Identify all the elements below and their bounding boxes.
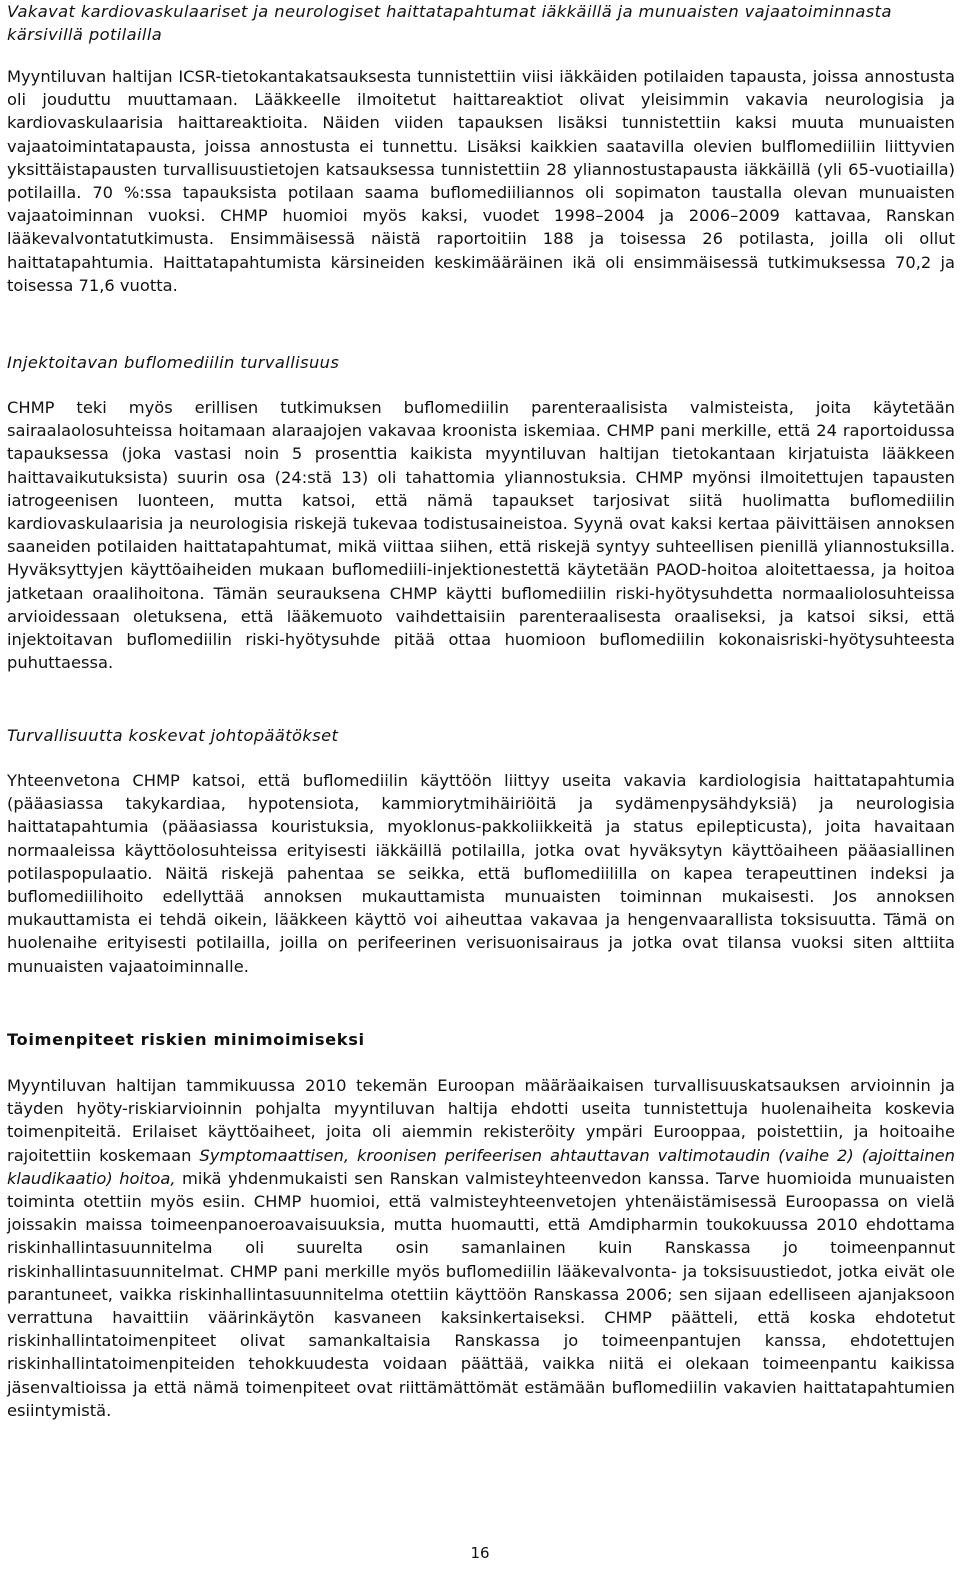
section-heading-injectable (7, 351, 955, 374)
section-heading-risk-minimisation (7, 1028, 955, 1051)
paragraph-text: CHMP teki myös erillisen tutkimuksen buflomediilin parenteraalisista valmisteista, joita käytetään sairaalaolosuhteissa hoitamaan alaraajojen vakavaa kroonista iskemiaa. CHMP pani merkille, että 24 raportoidussa tapauksessa (joka vastasi noin 5 prosenttia kaikista myyntiluvan haltijan tietokantaan kirjatuista lääkkeen haittavaikutuksista) suurin osa (24:stä 13) oli tahattomia yliannostuksia. CHMP myönsi ilmoitettujen tapausten iatrogeenisen luonteen, mutta katsoi, että nämä tapaukset tarjosivat siitä huolimatta buflomediilin kardiovaskulaarisia ja neurologisia riskejä tukevaa todistusaineistoa. Syynä ovat kaksi kertaa päivittäisen annoksen saaneiden potilaiden haittatapahtumat, mikä viittaa siihen, että riskejä syntyy suhteellisen pienillä yliannostuksilla. Hyväksyttyjen käyttöaiheiden mukaan buflomediili-injektionestettä käytetään PAOD-hoitoa aloitettaessa, ja hoitoa jatketaan oraalihoitona. Tämän seurauksena CHMP käytti buflomediilin riski-hyötysuhdetta normaaliolosuhteissa arvioidessaan oletuksena, että lääkemuoto vaihdettaisiin parenteraalisesta oraaliseksi, ja katsoi siksi, että injektoitavan buflomediilin riski-hyötysuhde pitää ottaa huomioon buflomediilin kokonaisriski-hyötysuhteesta puhuttaessa. (7, 398, 955, 673)
paragraph-text (7, 1074, 955, 1422)
section-heading-text: Injektoitavan buflomediilin turvallisuus (7, 353, 340, 372)
page-number: 16 (470, 1544, 490, 1562)
paragraph-injectable (7, 396, 955, 674)
section-heading-conclusions (7, 724, 955, 747)
paragraph-risk-minimisation (7, 1074, 955, 1422)
paragraph-text-part: Myyntiluvan haltijan tammikuussa 2010 tekemän Euroopan määräaikaisen turvallisuuskatsauksen arvioinnin ja täyden hyöty-riskiarvioinnin pohjalta myyntiluvan haltija ehdotti useita tunnistettuja huolenaiheita koskevia toimenpiteitä. Erilaiset käyttöaiheet, joita oli aiemmin rekisteröity ympäri Eurooppaa, poistettiin, ja hoitoaihe rajoitettiin koskemaan (7, 1076, 955, 1165)
paragraph-adverse-events (7, 65, 955, 297)
section-heading-text: Toimenpiteet riskien minimoimiseksi (7, 1030, 365, 1049)
section-heading-text: Vakavat kardiovaskulaariset ja neurologiset haittatapahtumat iäkkäillä ja munuaisten vajaatoiminnasta kärsivillä potilailla (7, 2, 892, 45)
paragraph-text-part: mikä yhdenmukaisti sen Ranskan valmisteyhteenvedon kanssa. Tarve huomioida munuaisten toiminta otettiin myös esiin. CHMP huomioi, että valmisteyhteenvetojen yhtenäistämisessä Euroopassa on vielä joissakin maissa toimeenpanoeroavaisuuksia, mutta huomautti, että Amdipharmin toukokuussa 2010 ehdottama riskinhallintasuunnitelma oli suurelta osin samanlainen kuin Ranskassa jo toimeenpannut riskinhallintasuunnitelmat. CHMP pani merkille myös buflomediilin lääkevalvonta- ja toksisuustiedot, jotka eivät ole parantuneet, vaikka riskinhallintasuunnitelma otettiin käyttöön Ranskassa 2006; sen sijaan edelliseen ajanjaksoon verrattuna havaittiin väärinkäytön kasvaneen kaksinkertaiseksi. CHMP päätteli, että koska ehdotetut riskinhallintatoimenpiteet olivat samankaltaisia Ranskassa jo toimeenpantujen kanssa, ehdotettujen riskinhallintatoimenpiteiden tehokkuudesta voidaan päättää, vaikka niitä ei olekaan toimeenpantu kaikissa jäsenvaltioissa ja että nämä toimenpiteet ovat riittämättömät estämään buflomediilin vakavien haittatapahtumien esiintymistä. (7, 1168, 955, 1420)
paragraph-text: Myyntiluvan haltijan ICSR-tietokantakatsauksesta tunnistettiin viisi iäkkäiden potilaiden tapausta, joissa annostusta oli jouduttu muuttamaan. Lääkkeelle ilmoitetut haittareaktiot olivat yleisimmin vakavia neurologisia ja kardiovaskulaarisia haittareaktioita. Näiden viiden tapauksen lisäksi tunnistettiin kaksi muuta munuaisten vajaatoimintatapausta, joissa annostusta ei tunnettu. Lisäksi kaikkien saatavilla olevien bulflomediiliin liittyvien yksittäistapausten turvallisuustietojen katsauksessa tunnistettiin 28 yliannostustapausta iäkkäillä (yli 65-vuotiailla) potilailla. 70 %:ssa tapauksista potilaan saama buflomediiliannos oli sopimaton taustalla olevan munuaisten vajaatoiminnan vuoksi. CHMP huomioi myös kaksi, vuodet 1998–2004 ja 2006–2009 kattavaa, Ranskan lääkevalvontatutkimusta. Ensimmäisessä näistä raportoitiin 188 ja toisessa 26 potilasta, joilla oli ollut haittatapahtumia. Haittatapahtumista kärsineiden keskimääräinen ikä oli ensimmäisessä tutkimuksessa 70,2 ja toisessa 71,6 vuotta. (7, 67, 955, 295)
paragraph-conclusions (7, 769, 955, 978)
paragraph-text: Yhteenvetona CHMP katsoi, että buflomediilin käyttöön liittyy useita vakavia kardiologisia haittatapahtumia (pääasiassa takykardiaa, hypotensiota, kammiorytmihäiriöitä ja sydämenpysähdyksiä) ja neurologisia haittatapahtumia (pääasiassa kouristuksia, myoklonus-pakkoliikkeitä ja status epilepticusta), joita havaitaan normaaleissa käyttöolosuhteissa erityisesti iäkkäillä potilailla, jotka ovat hyväksytyn käyttöaiheen pääasiallinen potilaspopulaatio. Näitä riskejä pahentaa se seikka, että buflomediililla on kapea terapeuttinen indeksi ja buflomediilihoito edellyttää annoksen mukauttamista munuaisten toiminnan mukaisesti. Jos annoksen mukauttamista ei tehdä oikein, lääkkeen käyttö voi aiheuttaa vakavaa ja hengenvaarallista toksisuutta. Tämä on huolenaihe erityisesti potilailla, joilla on perifeerinen verisuonisairaus ja jotka ovat tilansa vuoksi siten alttiita munuaisten vajaatoiminnalle. (7, 771, 955, 976)
paragraph-italic-indication: Symptomaattisen, kroonisen perifeerisen ahtauttavan valtimotaudin (vaihe 2) (ajoittainen klaudikaatio) hoitoa, (7, 1145, 955, 1188)
section-heading-text: Turvallisuutta koskevat johtopäätökset (7, 726, 339, 745)
section-heading-adverse-events (7, 0, 955, 46)
